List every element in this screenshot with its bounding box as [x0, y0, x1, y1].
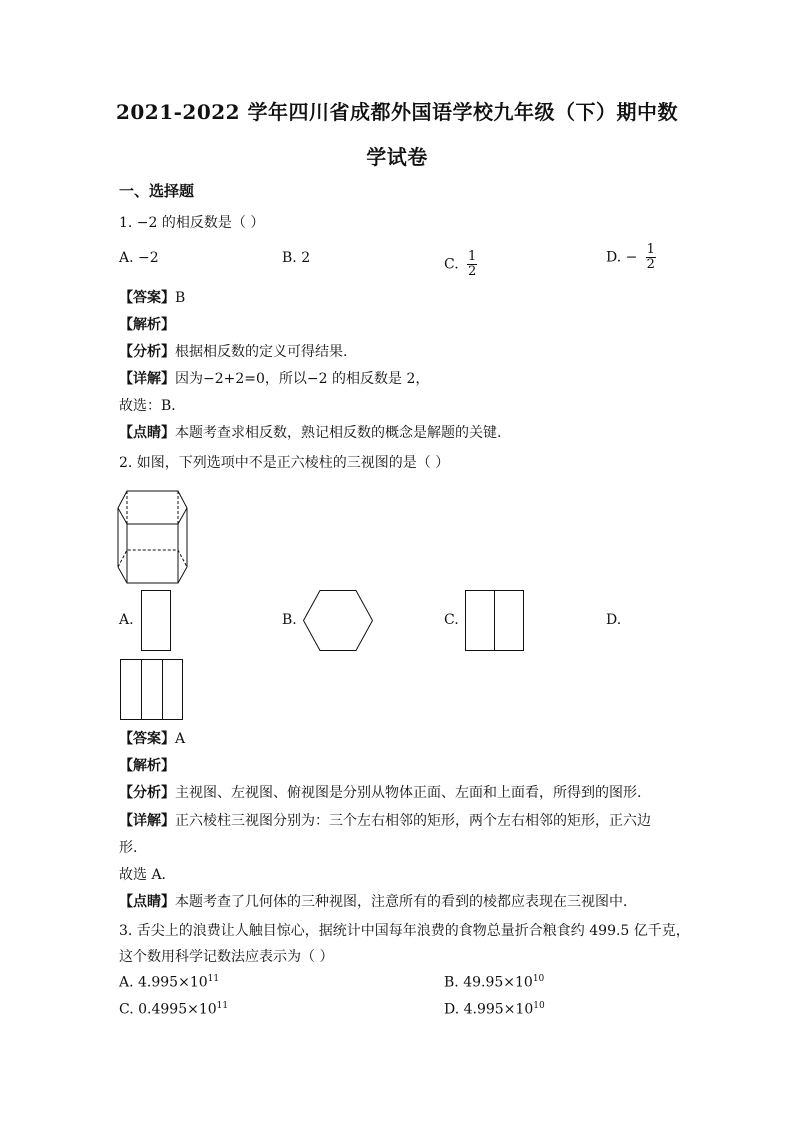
fraction-denominator: 2 — [646, 257, 655, 272]
fraction-numerator: 1 — [467, 249, 477, 264]
q3-stem: 3. 舌尖上的浪费让人触目惊心，据统计中国每年浪费的食物总量折合粮食约 499.5 亿千克， — [119, 923, 690, 939]
q1-dianjing: 【点睛】本题考查求相反数，熟记相反数的概念是解题的关键. — [119, 425, 502, 441]
q2-option-b-figure — [303, 590, 373, 651]
q1-answer: 【答案】B — [119, 290, 186, 306]
page-title-continued: 学试卷 — [366, 145, 428, 169]
q3-option-d: D. $4.995\times 10^{10}$ — [444, 1001, 545, 1018]
q1-fenxi: 【分析】根据相反数的定义可得结果. — [119, 344, 348, 360]
q1-option-c — [444, 250, 477, 279]
q1-option-d-fraction — [646, 243, 656, 272]
q2-fenxi: 【分析】主视图、左视图、俯视图是分别从物体正面、左面和上面看，所得到的图形. — [119, 785, 642, 801]
q3-option-b: B. $49.95\times 10^{10}$ — [444, 974, 545, 991]
q1-option-b: B. 2 — [282, 250, 311, 266]
q3-stem-continued: 这个数用科学记数法应表示为（ ） — [119, 949, 334, 965]
q1-xiangjie: 【详解】因为−2+2=0，所以−2 的相反数是 2， — [119, 371, 430, 387]
q3-option-c: C. $0.4995\times 10^{11}$ — [119, 1001, 229, 1018]
q1-stem: 1. −2 的相反数是（ ） — [119, 215, 265, 231]
q2-option-d: D. — [606, 612, 622, 628]
q1-option-d-label: D. − — [606, 249, 638, 266]
q2-dianjing: 【点睛】本题考查了几何体的三种视图，注意所有的看到的棱都应表现在三视图中． — [119, 894, 637, 910]
q1-option-c-fraction — [467, 250, 477, 279]
q2-option-c: C. — [444, 612, 459, 628]
q2-guxuan: 故选 A． — [119, 867, 176, 883]
q2-option-a: A. — [119, 612, 134, 628]
q1-analysis-tag: 【解析】 — [119, 317, 175, 333]
q2-option-b: B. — [282, 612, 297, 628]
hexagonal-prism-figure — [118, 490, 190, 585]
q2-xiangjie-continued: 形. — [119, 840, 138, 856]
q2-option-c-figure — [465, 590, 525, 651]
q2-analysis-tag: 【解析】 — [119, 758, 175, 774]
section-heading: 一、选择题 — [119, 182, 195, 200]
fraction-numerator: 1 — [646, 242, 655, 257]
q2-xiangjie: 【详解】正六棱柱三视图分别为：三个左右相邻的矩形，两个左右相邻的矩形，正六边 — [119, 813, 651, 829]
q2-stem: 2. 如图，下列选项中不是正六棱柱的三视图的是（ ） — [119, 455, 450, 471]
q1-option-a: A. −2 — [119, 250, 159, 266]
q1-option-d — [606, 243, 656, 272]
q2-option-a-figure — [141, 590, 171, 651]
fraction-denominator: 2 — [467, 264, 477, 279]
q1-option-c-label: C. — [444, 256, 459, 273]
q1-guxuan: 故选：B． — [119, 398, 186, 414]
page-title: 2021-2022 学年四川省成都外国语学校九年级（下）期中数 — [115, 100, 679, 124]
q2-answer: 【答案】A — [119, 731, 186, 747]
q2-option-d-figure — [120, 659, 184, 720]
q3-option-a: A. $4.995\times 10^{11}$ — [119, 974, 220, 991]
